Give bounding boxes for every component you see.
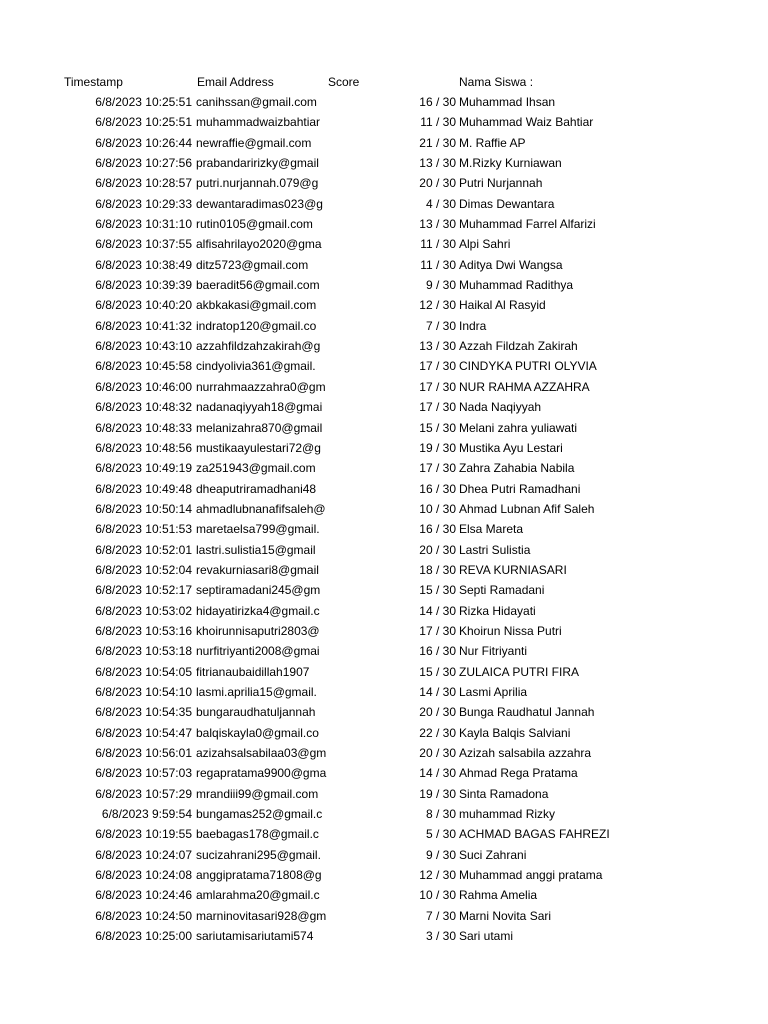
timestamp-cell: 6/8/2023 10:19:55 (95, 827, 192, 842)
header-timestamp: Timestamp (64, 75, 123, 89)
header-score: Score (328, 75, 360, 89)
name-cell: Muhammad anggi pratama (459, 868, 603, 883)
score-cell: 15 / 30 (419, 420, 456, 435)
score-cell: 4 / 30 (425, 196, 456, 211)
score-cell: 16 / 30 (419, 481, 456, 496)
table-row (0, 153, 768, 173)
table-row (0, 885, 768, 905)
table-row (0, 234, 768, 254)
email-cell: melanizahra870@gmail (196, 420, 323, 435)
table-row (0, 92, 768, 112)
table-row (0, 580, 768, 600)
email-cell: baeradit56@gmail.com (196, 278, 320, 293)
name-cell: M. Raffie AP (459, 135, 526, 150)
name-cell: Bunga Raudhatul Jannah (459, 705, 595, 720)
email-cell: azizahsalsabilaa03@gm (196, 746, 327, 760)
score-cell: 22 / 30 (419, 725, 456, 740)
email-cell: nadanaqiyyah18@gmai (196, 400, 323, 415)
name-cell: Khoirun Nissa Putri (459, 623, 562, 638)
name-cell: Muhammad Radithya (459, 278, 574, 293)
timestamp-cell: 6/8/2023 10:26:44 (95, 135, 192, 150)
score-cell: 19 / 30 (419, 440, 456, 455)
score-cell: 11 / 30 (420, 237, 456, 252)
email-cell: anggipratama71808@g (196, 868, 322, 883)
table-row (0, 173, 768, 193)
name-cell: NUR RAHMA AZZAHRA (459, 379, 590, 394)
email-cell: za251943@gmail.com (196, 461, 316, 476)
timestamp-cell: 6/8/2023 10:53:18 (95, 644, 192, 659)
name-cell: Mustika Ayu Lestari (459, 440, 563, 455)
name-cell: Haikal Al Rasyid (459, 298, 546, 313)
timestamp-cell: 6/8/2023 10:52:04 (95, 562, 192, 577)
table-row (0, 336, 768, 356)
score-cell: 12 / 30 (419, 298, 456, 313)
timestamp-cell: 6/8/2023 10:50:14 (95, 501, 192, 516)
name-cell: Elsa Mareta (459, 522, 524, 537)
email-cell: lastri.sulistia15@gmail (196, 542, 316, 557)
name-cell: Zahra Zahabia Nabila (459, 461, 575, 476)
name-cell: Lasmi Aprilia (459, 684, 528, 699)
table-row (0, 356, 768, 376)
score-cell: 15 / 30 (419, 583, 456, 598)
score-cell: 12 / 30 (419, 868, 456, 883)
table-row (0, 377, 768, 397)
name-cell: Azizah salsabila azzahra (459, 746, 592, 760)
name-cell: ZULAICA PUTRI FIRA (459, 664, 580, 679)
score-cell: 19 / 30 (419, 786, 456, 801)
timestamp-cell: 6/8/2023 9:59:54 (101, 807, 192, 822)
table-row (0, 784, 768, 804)
name-cell: Sari utami (459, 929, 514, 944)
name-cell: Ahmad Lubnan Afif Saleh (459, 501, 595, 516)
timestamp-cell: 6/8/2023 10:48:32 (95, 400, 192, 415)
table-row (0, 662, 768, 682)
timestamp-cell: 6/8/2023 10:49:48 (95, 481, 192, 496)
score-cell: 16 / 30 (419, 644, 456, 659)
email-cell: fitrianaubaidillah1907 (196, 664, 310, 679)
timestamp-cell: 6/8/2023 10:29:33 (95, 196, 192, 211)
score-cell: 9 / 30 (425, 847, 456, 862)
email-cell: bungamas252@gmail.c (196, 807, 323, 822)
name-cell: ACHMAD BAGAS FAHREZI (459, 827, 610, 842)
name-cell: Rizka Hidayati (459, 603, 536, 618)
name-cell: CINDYKA PUTRI OLYVIA (459, 359, 597, 374)
email-cell: rutin0105@gmail.com (196, 217, 313, 232)
table-row (0, 519, 768, 539)
timestamp-cell: 6/8/2023 10:28:57 (95, 176, 192, 191)
table-row (0, 865, 768, 885)
score-cell: 13 / 30 (419, 339, 456, 354)
score-cell: 20 / 30 (419, 176, 456, 191)
email-cell: mustikaayulestari72@g (196, 440, 321, 455)
name-cell: Muhammad Ihsan (459, 95, 556, 109)
name-cell: Melani zahra yuliawati (459, 420, 578, 435)
email-cell: khoirunnisaputri2803@ (196, 623, 320, 638)
timestamp-cell: 6/8/2023 10:53:16 (95, 623, 192, 638)
email-cell: baebagas178@gmail.c (196, 827, 319, 842)
email-cell: hidayatirizka4@gmail.c (196, 603, 320, 618)
score-cell: 10 / 30 (419, 501, 456, 516)
score-cell: 15 / 30 (419, 664, 456, 679)
timestamp-cell: 6/8/2023 10:48:33 (95, 420, 192, 435)
timestamp-cell: 6/8/2023 10:51:53 (95, 522, 192, 537)
score-cell: 16 / 30 (419, 522, 456, 537)
name-cell: Putri Nurjannah (459, 176, 543, 191)
timestamp-cell: 6/8/2023 10:25:51 (95, 95, 192, 109)
header-email-address: Email Address (197, 75, 274, 89)
table-row (0, 112, 768, 132)
name-cell: Dhea Putri Ramadhani (459, 481, 581, 496)
email-cell: akbkakasi@gmail.com (196, 298, 317, 313)
email-cell: muhammadwaizbahtiar (196, 115, 321, 130)
table-row (0, 438, 768, 458)
score-cell: 21 / 30 (419, 135, 456, 150)
timestamp-cell: 6/8/2023 10:52:01 (95, 542, 192, 557)
score-cell: 14 / 30 (419, 766, 456, 781)
timestamp-cell: 6/8/2023 10:25:51 (95, 115, 192, 130)
table-row (0, 255, 768, 275)
email-cell: revakurniasari8@gmail (196, 562, 319, 577)
timestamp-cell: 6/8/2023 10:54:05 (95, 664, 192, 679)
table-row (0, 723, 768, 743)
table-row (0, 194, 768, 214)
email-cell: dewantaradimas023@g (196, 196, 323, 211)
table-row (0, 845, 768, 865)
score-cell: 20 / 30 (419, 746, 456, 760)
name-cell: Muhammad Farrel Alfarizi (459, 217, 596, 232)
timestamp-cell: 6/8/2023 10:39:39 (95, 278, 192, 293)
table-row (0, 641, 768, 661)
score-cell: 20 / 30 (419, 705, 456, 720)
email-cell: maretaelsa799@gmail. (196, 522, 320, 537)
data-rows (0, 92, 768, 946)
timestamp-cell: 6/8/2023 10:57:03 (95, 766, 192, 781)
timestamp-cell: 6/8/2023 10:46:00 (95, 379, 192, 394)
timestamp-cell: 6/8/2023 10:27:56 (95, 156, 192, 171)
table-row (0, 418, 768, 438)
email-cell: nurfitriyanti2008@gmai (196, 644, 320, 659)
score-cell: 17 / 30 (419, 359, 456, 374)
score-cell: 13 / 30 (419, 156, 456, 171)
name-cell: muhammad Rizky (459, 807, 556, 822)
name-cell: Indra (459, 318, 487, 333)
score-cell: 7 / 30 (425, 318, 456, 333)
score-cell: 20 / 30 (419, 542, 456, 557)
score-cell: 17 / 30 (419, 379, 456, 394)
score-cell: 3 / 30 (425, 929, 456, 944)
timestamp-cell: 6/8/2023 10:54:35 (95, 705, 192, 720)
name-cell: Septi Ramadani (459, 583, 545, 598)
timestamp-cell: 6/8/2023 10:57:29 (95, 786, 192, 801)
timestamp-cell: 6/8/2023 10:45:58 (95, 359, 192, 374)
name-cell: Muhammad Waiz Bahtiar (459, 115, 594, 130)
name-cell: Ahmad Rega Pratama (459, 766, 578, 781)
table-row (0, 621, 768, 641)
timestamp-cell: 6/8/2023 10:49:19 (95, 461, 192, 476)
timestamp-cell: 6/8/2023 10:43:10 (95, 339, 192, 354)
timestamp-cell: 6/8/2023 10:24:07 (95, 847, 192, 862)
table-row (0, 316, 768, 336)
table-row (0, 824, 768, 844)
table-row (0, 275, 768, 295)
name-cell: Suci Zahrani (459, 847, 527, 862)
name-cell: Kayla Balqis Salviani (459, 725, 571, 740)
timestamp-cell: 6/8/2023 10:24:08 (95, 868, 192, 883)
name-cell: Alpi Sahri (459, 237, 511, 252)
name-cell: Nada Naqiyyah (459, 400, 542, 415)
score-cell: 5 / 30 (425, 827, 456, 842)
timestamp-cell: 6/8/2023 10:52:17 (95, 583, 192, 598)
email-cell: cindyolivia361@gmail. (196, 359, 316, 374)
name-cell: M.Rizky Kurniawan (459, 156, 562, 171)
email-cell: ahmadlubnanafifsaleh@ (196, 501, 326, 516)
table-row (0, 560, 768, 580)
timestamp-cell: 6/8/2023 10:37:55 (95, 237, 192, 252)
table-row (0, 601, 768, 621)
score-cell: 11 / 30 (420, 115, 456, 130)
name-cell: Dimas Dewantara (459, 196, 555, 211)
header-nama-siswa: Nama Siswa : (459, 75, 534, 89)
timestamp-cell: 6/8/2023 10:53:02 (95, 603, 192, 618)
timestamp-cell: 6/8/2023 10:25:00 (95, 929, 192, 944)
name-cell: Rahma Amelia (459, 888, 538, 903)
email-cell: indratop120@gmail.co (196, 318, 317, 333)
score-cell: 17 / 30 (419, 400, 456, 415)
email-cell: sucizahrani295@gmail. (196, 847, 321, 862)
email-cell: newraffie@gmail.com (196, 135, 312, 150)
email-cell: regapratama9900@gma (196, 766, 327, 781)
score-cell: 14 / 30 (419, 684, 456, 699)
email-cell: sariutamisariutami574 (196, 929, 314, 944)
table-row (0, 804, 768, 824)
score-cell: 11 / 30 (420, 257, 456, 272)
timestamp-cell: 6/8/2023 10:31:10 (95, 217, 192, 232)
name-cell: Nur Fitriyanti (459, 644, 528, 659)
score-cell: 17 / 30 (419, 461, 456, 476)
email-cell: azzahfildzahzakirah@g (196, 339, 321, 354)
score-cell: 18 / 30 (419, 562, 456, 577)
table-row (0, 295, 768, 315)
score-cell: 17 / 30 (419, 623, 456, 638)
table-row (0, 702, 768, 722)
score-cell: 7 / 30 (425, 908, 456, 923)
score-cell: 13 / 30 (419, 217, 456, 232)
email-cell: marninovitasari928@gm (196, 908, 327, 923)
name-cell: Lastri Sulistia (459, 542, 531, 557)
table-row (0, 479, 768, 499)
table-row (0, 926, 768, 946)
table-row (0, 397, 768, 417)
email-cell: nurrahmaazzahra0@gm (196, 379, 326, 394)
score-cell: 8 / 30 (425, 807, 456, 822)
table-row (0, 743, 768, 763)
name-cell: Azzah Fildzah Zakirah (459, 339, 578, 354)
email-cell: alfisahrilayo2020@gma (196, 237, 322, 252)
email-cell: prabandaririzky@gmail (196, 156, 319, 171)
timestamp-cell: 6/8/2023 10:40:20 (95, 298, 192, 313)
name-cell: Marni Novita Sari (459, 908, 552, 923)
name-cell: REVA KURNIASARI (459, 562, 567, 577)
timestamp-cell: 6/8/2023 10:24:46 (95, 888, 192, 903)
timestamp-cell: 6/8/2023 10:56:01 (95, 746, 192, 760)
email-cell: amlarahma20@gmail.c (196, 888, 320, 903)
table-row (0, 133, 768, 153)
table-row (0, 458, 768, 478)
score-cell: 9 / 30 (425, 278, 456, 293)
score-cell: 14 / 30 (419, 603, 456, 618)
timestamp-cell: 6/8/2023 10:54:47 (95, 725, 192, 740)
email-cell: dheaputriramadhani48 (196, 481, 317, 496)
email-cell: ditz5723@gmail.com (196, 257, 309, 272)
table-row (0, 906, 768, 926)
header-row (0, 72, 768, 92)
timestamp-cell: 6/8/2023 10:24:50 (95, 908, 192, 923)
table-row (0, 540, 768, 560)
email-cell: septiramadani245@gm (196, 583, 321, 598)
score-cell: 10 / 30 (419, 888, 456, 903)
score-cell: 16 / 30 (419, 95, 456, 109)
timestamp-cell: 6/8/2023 10:38:49 (95, 257, 192, 272)
email-cell: bungaraudhatuljannah (196, 705, 316, 720)
timestamp-cell: 6/8/2023 10:54:10 (95, 684, 192, 699)
timestamp-cell: 6/8/2023 10:41:32 (95, 318, 192, 333)
name-cell: Sinta Ramadona (459, 786, 549, 801)
name-cell: Aditya Dwi Wangsa (459, 257, 563, 272)
table-row (0, 499, 768, 519)
email-cell: canihssan@gmail.com (196, 95, 317, 109)
table-row (0, 214, 768, 234)
email-cell: balqiskayla0@gmail.co (196, 725, 319, 740)
timestamp-cell: 6/8/2023 10:48:56 (95, 440, 192, 455)
table-row (0, 682, 768, 702)
email-cell: mrandiii99@gmail.com (196, 786, 319, 801)
table-row (0, 763, 768, 783)
email-cell: putri.nurjannah.079@g (196, 176, 319, 191)
email-cell: lasmi.aprilia15@gmail. (196, 684, 317, 699)
